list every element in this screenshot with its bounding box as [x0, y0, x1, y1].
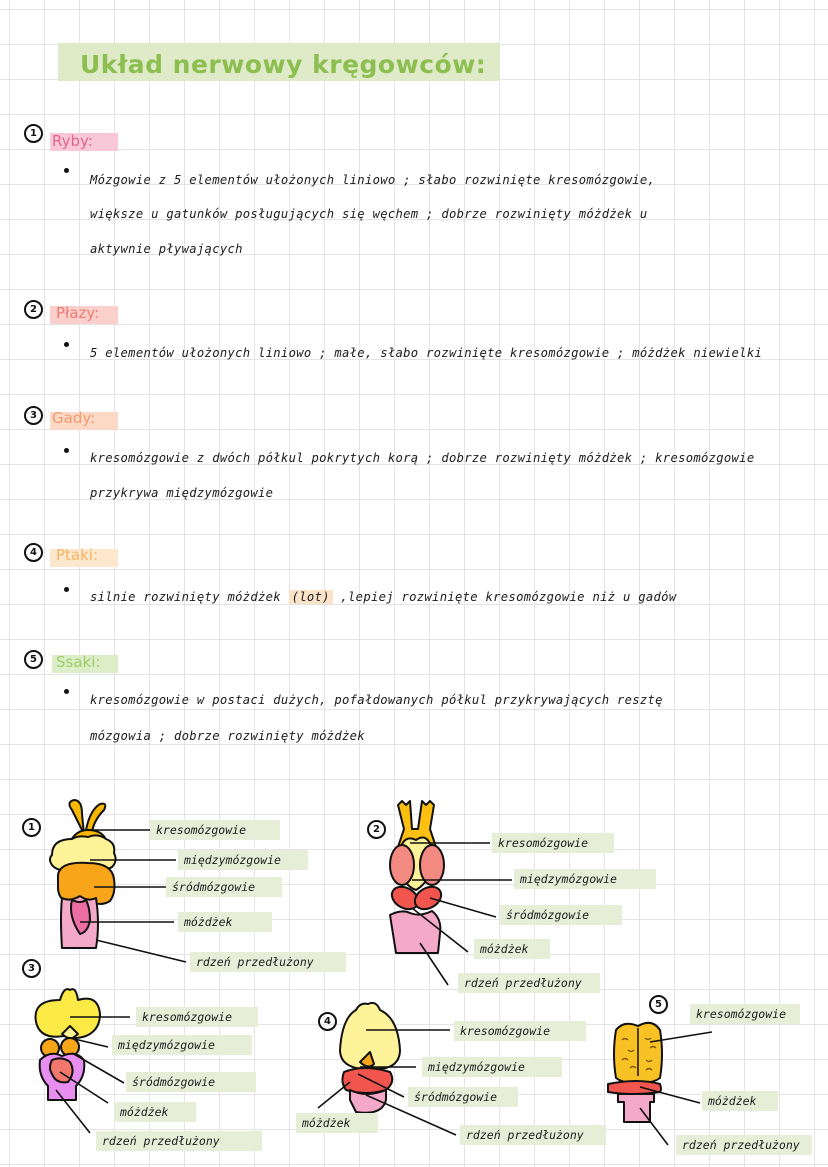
diagram-label: móżdżek: [702, 1091, 778, 1111]
section-title-gady: Gady:: [52, 409, 96, 427]
reptile-brain-illustration: [36, 989, 101, 1100]
text-line: większe u gatunków posługujących się węchem ; dobrze rozwinięty móżdżek u: [90, 207, 648, 221]
diagram-label: międzymózgowie: [112, 1035, 252, 1055]
diagram-number-4: 4: [318, 1012, 337, 1031]
diagram-label: śródmózgowie: [500, 905, 622, 925]
section-title-ssaki: Ssaki:: [56, 653, 101, 671]
diagram-label: kresomózgowie: [150, 820, 280, 840]
diagram-label: kresomózgowie: [136, 1007, 258, 1027]
diagram-number-1: 1: [22, 818, 41, 837]
section-title-plazy: Płazy:: [56, 304, 100, 322]
diagram-number-2: 2: [367, 820, 386, 839]
section-number-2: 2: [24, 300, 43, 319]
text-line: aktywnie pływających: [90, 242, 243, 256]
diagram-label: międzymózgowie: [178, 850, 308, 870]
diagram-label: śródmózgowie: [166, 877, 282, 897]
section-number-4: 4: [24, 543, 43, 562]
section-title-ryby: Ryby:: [52, 132, 93, 150]
diagram-label: móżdżek: [474, 939, 550, 959]
diagram-label: rdzeń przedłużony: [676, 1135, 812, 1155]
section-number-3: 3: [24, 406, 43, 425]
fish-brain-illustration: [50, 800, 116, 948]
diagram-label: rdzeń przedłużony: [190, 952, 346, 972]
page-title: Układ nerwowy kręgowców:: [80, 50, 487, 79]
diagram-label: śródmózgowie: [126, 1072, 256, 1092]
highlighted-word: (lot): [289, 590, 333, 604]
diagram-label: móżdżek: [178, 912, 272, 932]
text-line: przykrywa międzymózgowie: [90, 486, 274, 500]
diagram-label: kresomózgowie: [690, 1004, 800, 1024]
diagram-label: móżdżek: [114, 1102, 196, 1122]
text-segment: ,lepiej rozwinięte kresomózgowie niż u gadów: [332, 590, 677, 604]
diagram-number-3: 3: [22, 959, 41, 978]
section-number-5: 5: [24, 650, 43, 669]
section-title-ptaki: Ptaki:: [56, 546, 99, 564]
text-line: Mózgowie z 5 elementów ułożonych liniowo ; słabo rozwinięte kresomózgowie,: [90, 173, 656, 187]
text-line: mózgowia ; dobrze rozwinięty móżdżek: [90, 729, 365, 743]
diagram-label: śródmózgowie: [408, 1087, 518, 1107]
diagram-label: międzymózgowie: [514, 869, 656, 889]
diagram-label: kresomózgowie: [492, 833, 614, 853]
amphibian-brain-illustration: [388, 801, 445, 953]
diagram-label: międzymózgowie: [422, 1057, 562, 1077]
mammal-brain-illustration: [608, 1023, 662, 1122]
diagram-label: rdzeń przedłużony: [460, 1125, 606, 1145]
diagram-label: rdzeń przedłużony: [96, 1131, 262, 1151]
text-line: 5 elementów ułożonych liniowo ; małe, słabo rozwinięte kresomózgowie ; móżdżek niewielki: [90, 346, 763, 360]
diagram-number-5: 5: [649, 995, 668, 1014]
section-number-1: 1: [24, 124, 43, 143]
text-line: kresomózgowie w postaci dużych, pofałdowanych półkul przykrywających resztę: [90, 693, 663, 707]
diagram-label: kresomózgowie: [454, 1021, 586, 1041]
diagram-label: móżdżek: [296, 1113, 378, 1133]
diagram-label: rdzeń przedłużony: [458, 973, 600, 993]
text-line: kresomózgowie z dwóch półkul pokrytych korą ; dobrze rozwinięty móżdżek ; kresomózgowie: [90, 451, 755, 465]
text-segment: silnie rozwinięty móżdżek: [90, 590, 289, 604]
